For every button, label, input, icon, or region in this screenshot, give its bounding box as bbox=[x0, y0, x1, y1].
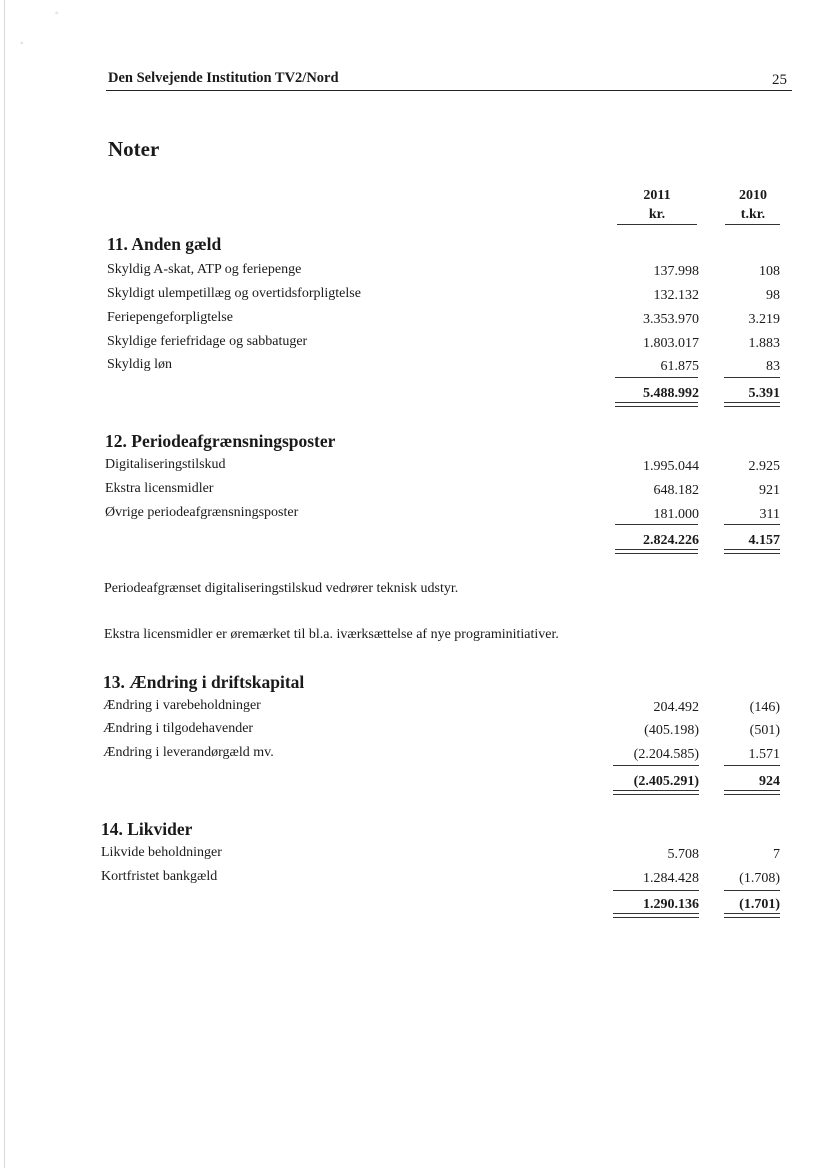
value-2010: (501) bbox=[749, 723, 780, 738]
column-header-rule bbox=[617, 224, 697, 225]
row-label: Skyldig løn bbox=[107, 357, 172, 372]
column-year: 2011 bbox=[643, 188, 671, 203]
value-2011: (2.204.585) bbox=[633, 747, 699, 762]
value-2010: 3.219 bbox=[748, 312, 780, 327]
row-label: Skyldigt ulempetillæg og overtidsforpligtelse bbox=[107, 286, 361, 301]
total-2010: 924 bbox=[759, 774, 780, 789]
value-2010: 83 bbox=[766, 359, 780, 374]
subtotal-rule bbox=[724, 890, 780, 891]
column-header-rule bbox=[725, 224, 780, 225]
scan-edge bbox=[4, 0, 5, 1168]
total-double-rule bbox=[724, 913, 780, 918]
total-double-rule bbox=[615, 549, 698, 554]
value-2010: 311 bbox=[759, 507, 780, 522]
value-2011: 132.132 bbox=[653, 288, 699, 303]
row-label: Ændring i tilgodehavender bbox=[103, 721, 254, 736]
total-double-rule bbox=[615, 402, 698, 407]
subtotal-rule bbox=[613, 890, 699, 891]
value-2011: 181.000 bbox=[653, 507, 699, 522]
value-2010: 98 bbox=[766, 288, 780, 303]
note-paragraph: Periodeafgrænset digitaliseringstilskud vedrører teknisk udstyr. bbox=[104, 581, 459, 596]
total-double-rule bbox=[724, 549, 780, 554]
section-title: 11. Anden gæld bbox=[107, 234, 222, 254]
value-2010: 1.571 bbox=[748, 747, 780, 762]
row-label: Øvrige periodeafgrænsningsposter bbox=[105, 505, 299, 520]
header-rule bbox=[106, 90, 792, 91]
value-2011: 5.708 bbox=[667, 847, 699, 862]
page-heading: Noter bbox=[108, 137, 160, 161]
row-label: Kortfristet bankgæld bbox=[101, 869, 218, 884]
value-2011: 137.998 bbox=[653, 264, 699, 279]
value-2010: (1.708) bbox=[739, 871, 780, 886]
row-label: Ændring i leverandørgæld mv. bbox=[103, 745, 274, 760]
column-unit: kr. bbox=[648, 207, 666, 222]
value-2010: 1.883 bbox=[748, 336, 780, 351]
value-2011: 1.803.017 bbox=[643, 336, 699, 351]
total-2010: (1.701) bbox=[739, 897, 780, 912]
section-title: 13. Ændring i driftskapital bbox=[103, 672, 305, 692]
value-2010: (146) bbox=[749, 700, 780, 715]
total-2011: 5.488.992 bbox=[643, 386, 699, 401]
section-title: 12. Periodeafgrænsningsposter bbox=[105, 431, 336, 451]
value-2011: (405.198) bbox=[644, 723, 699, 738]
section-title: 14. Likvider bbox=[101, 819, 193, 839]
total-2011: (2.405.291) bbox=[633, 774, 699, 789]
column-header-2010 bbox=[713, 186, 793, 224]
value-2010: 108 bbox=[759, 264, 780, 279]
total-double-rule bbox=[724, 402, 780, 407]
total-double-rule bbox=[613, 913, 699, 918]
total-2011: 1.290.136 bbox=[643, 897, 699, 912]
value-2011: 1.284.428 bbox=[643, 871, 699, 886]
value-2011: 61.875 bbox=[660, 359, 699, 374]
scan-speck: ◦ bbox=[55, 8, 59, 19]
row-label: Ekstra licensmidler bbox=[105, 481, 214, 496]
subtotal-rule bbox=[724, 765, 780, 766]
page-number: 25 bbox=[772, 72, 787, 88]
row-label: Ændring i varebeholdninger bbox=[103, 698, 261, 713]
subtotal-rule bbox=[724, 377, 780, 378]
scan-speck: ◦ bbox=[20, 38, 24, 49]
subtotal-rule bbox=[613, 765, 699, 766]
column-header-2011 bbox=[617, 186, 697, 224]
subtotal-rule bbox=[615, 524, 698, 525]
value-2011: 3.353.970 bbox=[643, 312, 699, 327]
row-label: Digitaliseringstilskud bbox=[105, 457, 226, 472]
total-2010: 4.157 bbox=[748, 533, 780, 548]
row-label: Skyldige feriefridage og sabbatuger bbox=[107, 334, 308, 349]
value-2010: 2.925 bbox=[748, 459, 780, 474]
column-year: 2010 bbox=[739, 188, 767, 203]
total-2010: 5.391 bbox=[748, 386, 780, 401]
subtotal-rule bbox=[615, 377, 698, 378]
subtotal-rule bbox=[724, 524, 780, 525]
value-2011: 648.182 bbox=[653, 483, 699, 498]
total-double-rule bbox=[613, 790, 699, 795]
row-label: Skyldig A-skat, ATP og feriepenge bbox=[107, 262, 302, 277]
value-2011: 1.995.044 bbox=[643, 459, 699, 474]
value-2011: 204.492 bbox=[653, 700, 699, 715]
value-2010: 921 bbox=[759, 483, 780, 498]
page-header-title: Den Selvejende Institution TV2/Nord bbox=[108, 70, 339, 86]
row-label: Feriepengeforpligtelse bbox=[107, 310, 233, 325]
row-label: Likvide beholdninger bbox=[101, 845, 222, 860]
note-paragraph: Ekstra licensmidler er øremærket til bl.a. iværksættelse af nye programinitiativer. bbox=[104, 627, 559, 642]
value-2010: 7 bbox=[773, 847, 780, 862]
total-double-rule bbox=[724, 790, 780, 795]
column-unit: t.kr. bbox=[740, 207, 766, 222]
total-2011: 2.824.226 bbox=[643, 533, 699, 548]
